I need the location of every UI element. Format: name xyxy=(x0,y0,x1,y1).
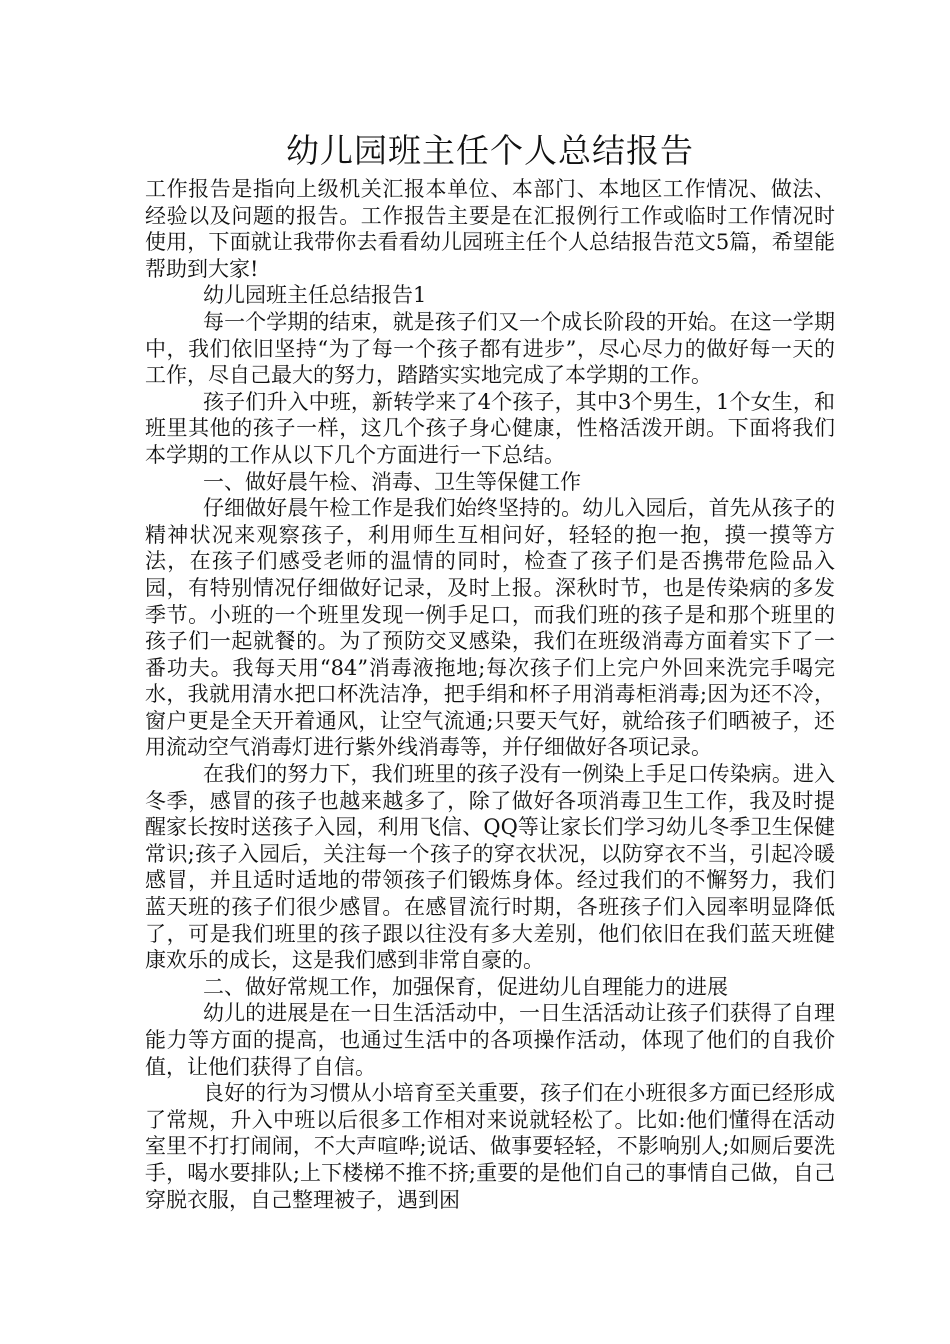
paragraph: 工作报告是指向上级机关汇报本单位、本部门、本地区工作情况、做法、经验以及问题的报告。工作报告主要是在汇报例行工作或临时工作情况时使用，下面就让我带你去看看幼儿园班主任个人总结报告范文5篇，希望能帮助到大家! xyxy=(145,177,835,281)
paragraph: 二、做好常规工作，加强保育，促进幼儿自理能力的进展 xyxy=(203,974,728,999)
paragraph: 在我们的努力下，我们班里的孩子没有一例染上手足口传染病。进入冬季，感冒的孩子也越来越多了，除了做好各项消毒卫生工作，我及时提醒家长按时送孩子入园，利用飞信、QQ等让家长们学习幼儿冬季卫生保健常识;孩子入园后，关注每一个孩子的穿衣状况，以防穿衣不当，引起冷暖感冒，并且适时适地的带领孩子们锻炼身体。经过我们的不懈努力，我们蓝天班的孩子们很少感冒。在感冒流行时期，各班孩子们入园率明显降低了，可是我们班里的孩子跟以往没有多大差别，他们依旧在我们蓝天班健康欢乐的成长，这是我们感到非常自豪的。 xyxy=(145,762,835,973)
document-body xyxy=(145,176,835,1213)
document-title: 幼儿园班主任个人总结报告 xyxy=(286,131,694,170)
paragraph: 良好的行为习惯从小培育至关重要，孩子们在小班很多方面已经形成了常规，升入中班以后很多工作相对来说就轻松了。比如:他们懂得在活动室里不打打闹闹，不大声喧哗;说话、做事要轻轻，不影响别人;如厕后要洗手，喝水要排队;上下楼梯不推不挤;重要的是他们自己的事情自己做，自己穿脱衣服，自己整理被子，遇到困 xyxy=(145,1081,835,1212)
paragraph: 幼儿的进展是在一日生活活动中，一日生活活动让孩子们获得了自理能力等方面的提高，也通过生活中的各项操作活动，体现了他们的自我价值，让他们获得了自信。 xyxy=(145,1001,835,1079)
document-page xyxy=(145,128,835,1213)
paragraph: 仔细做好晨午检工作是我们始终坚持的。幼儿入园后，首先从孩子的精神状况来观察孩子，利用师生互相问好，轻轻的抱一抱，摸一摸等方法，在孩子们感受老师的温情的同时，检查了孩子们是否携带危险品入园，有特别情况仔细做好记录，及时上报。深秋时节，也是传染病的多发季节。小班的一个班里发现一例手足口，而我们班的孩子是和那个班里的孩子们一起就餐的。为了预防交叉感染，我们在班级消毒方面着实下了一番功夫。我每天用“84”消毒液拖地;每次孩子们上完户外回来洗完手喝完水，我就用清水把口杯洗洁净，把手绢和杯子用消毒柜消毒;因为还不冷，窗户更是全天开着通风，让空气流通;只要天气好，就给孩子们晒被子，还用流动空气消毒灯进行紫外线消毒等，并仔细做好各项记录。 xyxy=(145,496,835,760)
paragraph: 幼儿园班主任总结报告1 xyxy=(203,283,427,308)
paragraph: 每一个学期的结束，就是孩子们又一个成长阶段的开始。在这一学期中，我们依旧坚持“为了每一个孩子都有进步”，尽心尽力的做好每一天的工作，尽自己最大的努力，踏踏实实地完成了本学期的工作。 xyxy=(145,309,835,388)
paragraph: 一、做好晨午检、消毒、卫生等保健工作 xyxy=(203,469,581,494)
paragraph: 孩子们升入中班，新转学来了4个孩子，其中3个男生，1个女生，和班里其他的孩子一样，这几个孩子身心健康，性格活泼开朗。下面将我们本学期的工作从以下几个方面进行一下总结。 xyxy=(145,389,835,467)
